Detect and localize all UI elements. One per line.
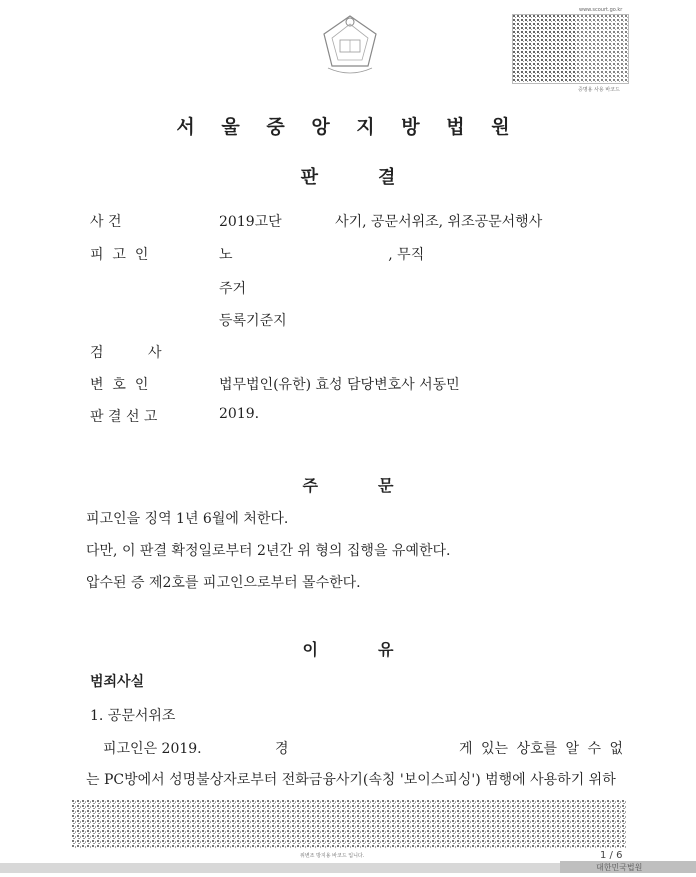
order-section-title	[0, 473, 696, 496]
reason-section-title	[0, 637, 696, 660]
order-title-char-2: 문	[378, 476, 394, 495]
scan-border	[0, 858, 696, 872]
site-url: www.scourt.go.kr	[579, 7, 623, 13]
field-value-case: 2019고단 사기, 공문서위조, 위조공문서행사	[219, 214, 543, 230]
field-label-prosecutor: 검 사	[90, 345, 162, 361]
anti-forgery-note: 위변조 방지용 바코드 입니다.	[300, 853, 365, 859]
reason-title-char-2: 유	[378, 640, 394, 659]
anti-forgery-barcode	[72, 800, 627, 848]
field-label-defendant: 피 고 인	[90, 247, 149, 263]
reason-title-char-1: 이	[302, 640, 318, 659]
paragraph-line-1b: 경	[275, 741, 289, 757]
item-forgery-heading: 1. 공문서위조	[90, 708, 176, 724]
order-line-1: 피고인을 징역 1년 6월에 처한다.	[86, 511, 289, 527]
field-value-registration: 등록기준지	[219, 313, 287, 329]
order-line-2: 다만, 이 판결 확정일로부터 2년간 위 형의 집행을 유예한다.	[86, 543, 451, 559]
court-brand-label: 대한민국법원	[596, 863, 643, 872]
document-type-char-1: 판	[300, 167, 318, 188]
verification-barcode	[512, 14, 629, 84]
field-value-defendant: 노 , 무직	[219, 247, 425, 263]
court-emblem	[318, 8, 382, 76]
field-label-case: 사 건	[90, 214, 122, 230]
paragraph-line-1a: 피고인은 2019.	[103, 741, 202, 757]
page-number: 1 / 6	[600, 850, 623, 861]
order-title-char-1: 주	[302, 476, 318, 495]
paragraph-line-1c: 게 있는 상호를 알 수 없	[459, 741, 623, 757]
field-value-sentencing: 2019.	[219, 406, 260, 422]
document-type	[0, 163, 696, 189]
crime-facts-heading: 범죄사실	[90, 674, 145, 690]
field-value-address: 주거	[219, 281, 247, 297]
field-label-sentencing: 판 결 선 고	[90, 409, 158, 425]
order-line-3: 압수된 증 제2호를 피고인으로부터 몰수한다.	[86, 575, 361, 591]
court-name: 서 울 중 앙 지 방 법 원	[176, 116, 520, 138]
barcode-caption: 증명용 사용 바코드	[578, 87, 620, 93]
field-label-counsel: 변 호 인	[90, 377, 149, 393]
field-value-counsel: 법무법인(유한) 효성 담당변호사 서동민	[219, 377, 460, 393]
document-type-char-2: 결	[378, 167, 396, 188]
paragraph-line-2: 는 PC방에서 성명불상자로부터 전화금융사기(속칭 '보이스피싱') 범행에 사용하기 위하	[86, 772, 616, 788]
